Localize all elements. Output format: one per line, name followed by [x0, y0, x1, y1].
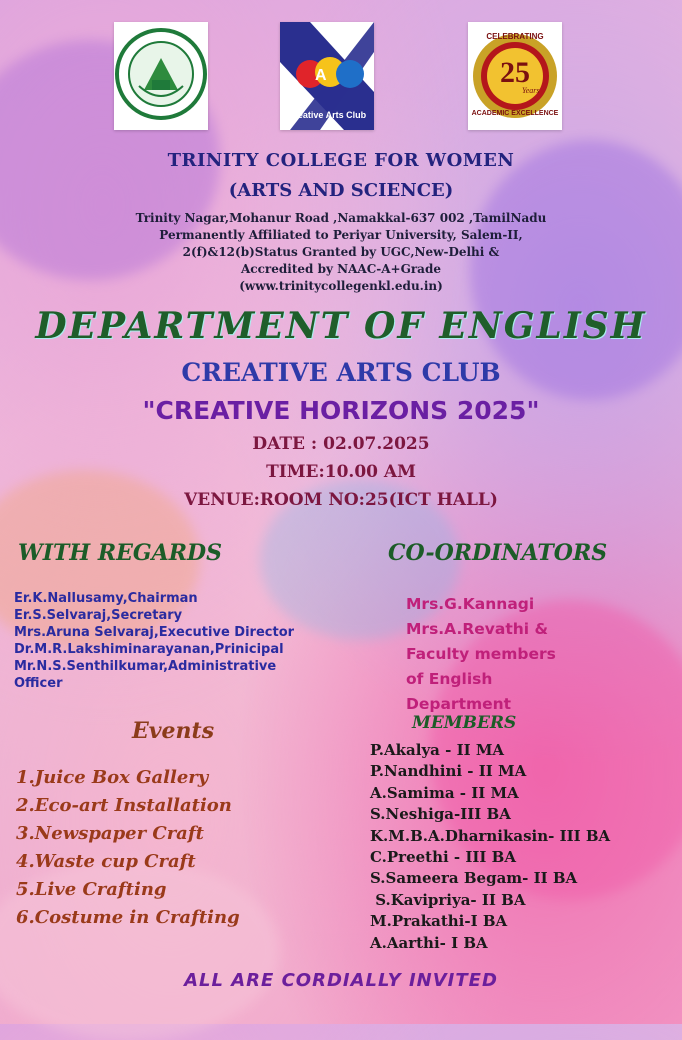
member-item: A.Aarthi- I BA [370, 933, 488, 952]
event-venue: VENUE:ROOM NO:25(ICT HALL) [184, 490, 498, 510]
event-item: 6.Costume in Crafting [16, 907, 240, 928]
member-item: P.Akalya - II MA [370, 741, 505, 759]
regards-item: Mrs.Aruna Selvaraj,Executive Director [14, 625, 295, 640]
regards-item: Mr.N.S.Senthilkumar,Administrative [14, 659, 277, 674]
department-title: DEPARTMENT OF ENGLISH [35, 305, 647, 347]
members-heading: MEMBERS [412, 713, 517, 733]
coordinators-heading: CO-ORDINATORS [388, 540, 608, 566]
college-name: TRINITY COLLEGE FOR WOMEN [167, 150, 515, 171]
event-item: 1.Juice Box Gallery [16, 767, 209, 788]
event-title: "CREATIVE HORIZONS 2025" [142, 396, 540, 425]
regards-heading: WITH REGARDS [18, 540, 222, 566]
address-line: Accredited by NAAC-A+Grade [241, 262, 441, 276]
member-item: P.Nandhini - II MA [370, 762, 527, 781]
anniversary-25-logo [468, 22, 562, 130]
club-logo-text: Creative Arts Club [287, 110, 367, 120]
regards-item: Dr.M.R.Lakshiminarayanan,Prinicipal [14, 642, 284, 657]
anniv-bottom-text: ACADEMIC EXCELLENCE [471, 110, 559, 117]
events-list [16, 764, 376, 932]
coordinator-line: Faculty members [406, 645, 556, 663]
coordinators-list [406, 592, 676, 717]
member-item: A.Samima - II MA [370, 783, 519, 802]
coordinator-line: Mrs.G.Kannagi [406, 595, 535, 613]
event-time: TIME:10.00 AM [266, 462, 416, 482]
member-item: S.Sameera Begam- II BA [370, 869, 578, 888]
event-item: 3.Newspaper Craft [16, 823, 204, 844]
svg-text:A: A [315, 67, 327, 84]
college-address [0, 210, 682, 295]
club-name: CREATIVE ARTS CLUB [181, 358, 501, 387]
member-item: S.Neshiga-III BA [370, 805, 511, 824]
coordinator-line: of English [406, 670, 493, 688]
member-item: M.Prakathi-I BA [370, 912, 508, 931]
event-date: DATE : 02.07.2025 [252, 434, 430, 454]
member-item: S.Kavipriya- II BA [370, 890, 526, 909]
college-subtitle: (ARTS AND SCIENCE) [228, 180, 454, 201]
anniv-years: Years [522, 86, 540, 95]
invitation-footer: ALL ARE CORDIALLY INVITED [184, 970, 498, 991]
coordinator-line: Department [406, 695, 512, 713]
regards-item: Officer [14, 676, 63, 691]
college-seal-logo [114, 22, 208, 130]
address-line: 2(f)&12(b)Status Granted by UGC,New-Delhi & [182, 245, 500, 259]
creative-arts-club-logo [280, 22, 374, 130]
event-item: 2.Eco-art Installation [16, 795, 232, 816]
event-item: 5.Live Crafting [16, 879, 167, 900]
events-heading: Events [132, 718, 215, 744]
event-item: 4.Waste cup Craft [16, 851, 196, 872]
address-line: Trinity Nagar,Mohanur Road ,Namakkal-637 002 ,TamilNadu [135, 211, 547, 225]
member-item: C.Preethi - III BA [370, 848, 516, 867]
regards-item: Er.K.Nallusamy,Chairman [14, 591, 198, 606]
anniv-top-text: CELEBRATING [486, 32, 544, 41]
regards-list [14, 590, 374, 692]
coordinator-line: Mrs.A.Revathi & [406, 620, 549, 638]
address-line: Permanently Affiliated to Periyar University, Salem-II, [159, 228, 523, 242]
members-list [370, 740, 680, 954]
website-url: (www.trinitycollegenkl.edu.in) [239, 279, 443, 293]
regards-item: Er.S.Selvaraj,Secretary [14, 608, 183, 623]
anniv-number: 25 [500, 56, 530, 89]
member-item: K.M.B.A.Dharnikasin- III BA [370, 826, 611, 845]
